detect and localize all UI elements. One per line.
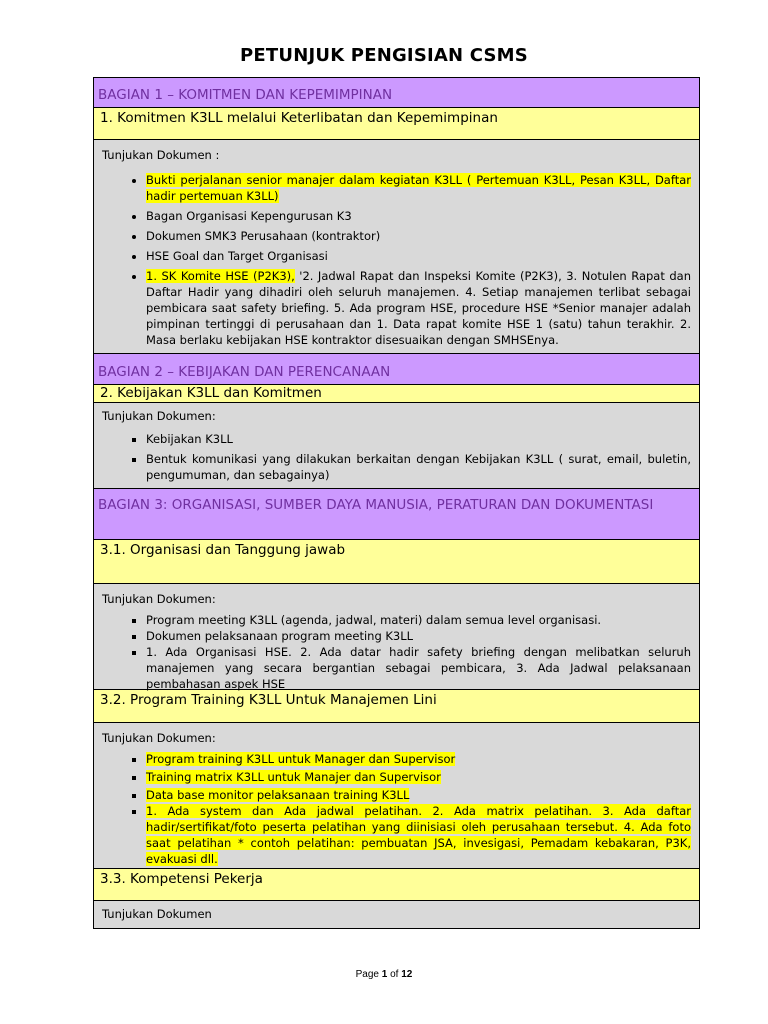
list-item [146, 268, 691, 348]
list-item-text: Program training K3LL untuk Manager dan Supervisor [146, 752, 456, 766]
section-1-list [102, 172, 691, 348]
list-item [146, 208, 691, 224]
list-item-text: Data base monitor pelaksanaan training K3LL [146, 788, 410, 802]
section-3-3-label: Tunjukan Dokumen [102, 907, 212, 921]
list-item-text: Dokumen pelaksanaan program meeting K3LL [146, 629, 414, 643]
section-2-body [94, 403, 699, 489]
list-item [146, 644, 691, 692]
section-3-1-title: 3.1. Organisasi dan Tanggung jawab [94, 540, 699, 584]
section-1-label: Tunjukan Dokumen : [102, 148, 220, 162]
section-3-2-list [102, 751, 691, 867]
page-title: PETUNJUK PENGISIAN CSMS [240, 45, 528, 66]
list-item-text: Bukti perjalanan senior manajer dalam kegiatan K3LL ( Pertemuan K3LL, Pesan K3LL, Daftar hadir pertemuan K3LL) [146, 173, 691, 203]
section-3-2-title: 3.2. Program Training K3LL Untuk Manajemen Lini [94, 690, 699, 723]
page-prefix: Page [355, 969, 382, 980]
list-item [146, 612, 691, 628]
section-3-1-list [102, 612, 691, 692]
list-item [146, 431, 691, 447]
list-item [146, 769, 691, 785]
page-current: 1 [381, 969, 388, 980]
section-3-3-body [94, 901, 699, 928]
bagian-2-heading: BAGIAN 2 – KEBIJAKAN DAN PERENCANAAN [94, 354, 699, 385]
list-item [146, 628, 691, 644]
list-item-text: 1. Ada system dan Ada jadwal pelatihan. 2. Ada matrix pelatihan. 3. Ada daftar hadir/sertifikat/foto peserta pelatihan yang diinisiasi oleh perusahaan tersebut. 4. Ada foto saat pelatihan * contoh pelatihan: pembuatan JSA, invesigasi, Pemadam kebakaran, P3K, evakuasi dll. [146, 804, 691, 866]
list-item [146, 751, 691, 767]
csms-table [93, 77, 700, 929]
list-item-text: Training matrix K3LL untuk Manajer dan Supervisor [146, 770, 441, 784]
section-1-title: 1. Komitmen K3LL melalui Keterlibatan dan Kepemimpinan [94, 108, 699, 140]
list-item [146, 803, 691, 867]
section-3-3-title: 3.3. Kompetensi Pekerja [94, 869, 699, 901]
list-item [146, 172, 691, 204]
list-item-text: Dokumen SMK3 Perusahaan (kontraktor) [146, 229, 381, 243]
section-3-1-body [94, 584, 699, 690]
section-3-2-body [94, 723, 699, 869]
section-1-body [94, 140, 699, 354]
page-total: 12 [401, 969, 413, 980]
list-item [146, 248, 691, 264]
list-item-text: Bagan Organisasi Kepengurusan K3 [146, 209, 352, 223]
list-item [146, 228, 691, 244]
list-item-text: 1. Ada Organisasi HSE. 2. Ada datar hadir safety briefing dengan melibatkan seluruh manajemen yang secara bergantian sebagai pembicara, 3. Ada Jadwal pelaksanaan pembahasan aspek HSE [146, 645, 691, 691]
bagian-3-heading: BAGIAN 3: ORGANISASI, SUMBER DAYA MANUSIA, PERATURAN DAN DOKUMENTASI [94, 489, 699, 540]
page-of: of [387, 969, 402, 980]
list-item-text: '2. Jadwal Rapat dan Inspeksi Komite (P2K3), 3. Notulen Rapat dan Daftar Hadir yang dihadiri oleh seluruh manajemen. 4. Setiap manajemen terlibat sebagai pembicara saat safety briefing. 5. Ada program HSE, procedure HSE *Senior manajer adalah pimpinan tertinggi di perusahaan dan 1. Data rapat komite HSE 1 (satu) tahun terakhir. 2. Masa berlaku kebijakan HSE kontraktor disesuaikan dengan SMHSEnya. [146, 269, 691, 347]
section-3-2-label: Tunjukan Dokumen: [102, 731, 216, 745]
list-item [146, 451, 691, 483]
list-item-text: Kebijakan K3LL [146, 432, 233, 446]
list-item-text: Program meeting K3LL (agenda, jadwal, materi) dalam semua level organisasi. [146, 613, 602, 627]
section-3-1-label: Tunjukan Dokumen: [102, 592, 216, 606]
section-2-list [102, 431, 691, 483]
section-2-title: 2. Kebijakan K3LL dan Komitmen [94, 385, 699, 403]
section-2-label: Tunjukan Dokumen: [102, 409, 216, 423]
list-item [146, 787, 691, 803]
bagian-1-heading: BAGIAN 1 – KOMITMEN DAN KEPEMIMPINAN [94, 78, 699, 108]
list-item-text: HSE Goal dan Target Organisasi [146, 249, 328, 263]
list-item-highlight: 1. SK Komite HSE (P2K3), [146, 269, 295, 283]
list-item-text: Bentuk komunikasi yang dilakukan berkaitan dengan Kebijakan K3LL ( surat, email, buletin, pengumuman, dan sebagainya) [146, 452, 691, 482]
page-footer [0, 969, 768, 980]
